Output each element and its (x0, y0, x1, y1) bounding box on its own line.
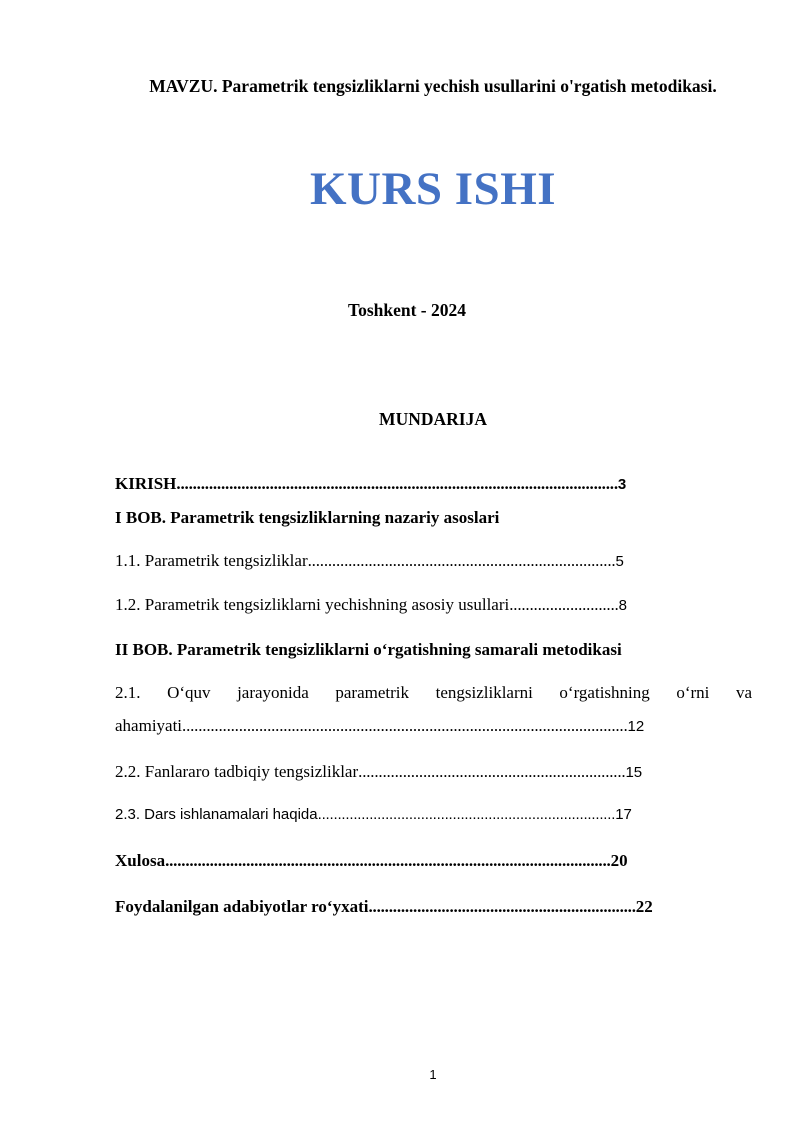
toc-page-number: 17 (615, 806, 632, 823)
toc-leader-dots: .............................................................................................................. (182, 716, 628, 735)
toc-entry-1-2 (115, 595, 627, 615)
toc-entry-2-3 (115, 806, 632, 823)
toc-entry-2-1 (115, 683, 752, 703)
toc-entry-label: 1.1. Parametrik tengsizliklar (115, 551, 308, 570)
toc-page-number: 12 (627, 718, 645, 735)
toc-leader-dots: .................................................................. (368, 897, 636, 916)
toc-leader-dots: ............................................................................................................. (176, 474, 618, 493)
toc-entry-label: 1.2. Parametrik tengsizliklarni yechishning asosiy usullari (115, 595, 510, 614)
toc-entry-kirish (115, 474, 626, 494)
page-number: 1 (429, 1067, 437, 1082)
toc-page-number: 5 (615, 553, 624, 570)
toc-chapter-2: II BOB. Parametrik tengsizliklarni o‘rgatishning samarali metodikasi (115, 640, 622, 659)
toc-word: parametrik (335, 683, 410, 702)
toc-leader-dots: ........................... (509, 595, 619, 614)
toc-word: 2.1. (115, 683, 141, 702)
toc-page-number: 22 (635, 897, 653, 916)
toc-leader-dots: .............................................................................................................. (165, 851, 611, 870)
document-title: KURS ISHI (309, 163, 557, 215)
toc-entry-1-1 (115, 551, 624, 571)
toc-word: o‘rgatishning (559, 683, 650, 702)
toc-entry-2-2 (115, 762, 642, 782)
toc-entry-2-1-continued (115, 716, 644, 736)
document-topic: MAVZU. Parametrik tengsizliklarni yechish usullarini o'rgatish metodikasi. (149, 76, 717, 96)
toc-leader-dots: ............................................................................ (307, 551, 616, 570)
toc-page-number: 3 (617, 476, 627, 493)
place-and-year: Toshkent - 2024 (348, 300, 466, 320)
toc-page-number: 20 (610, 851, 628, 870)
toc-entry-label: Xulosa (115, 851, 166, 870)
toc-entry-label: 2.2. Fanlararo tadbiqiy tengsizliklar (115, 762, 359, 781)
toc-heading: MUNDARIJA (379, 409, 487, 429)
toc-entry-label: 2.3. Dars ishlanamalari haqida (115, 806, 318, 823)
toc-entry-label: KIRISH (115, 474, 177, 493)
toc-leader-dots: ........................................................................... (317, 806, 616, 823)
toc-word: jarayonida (237, 683, 309, 702)
toc-word: o‘rni (676, 683, 710, 702)
toc-leader-dots: .................................................................. (358, 762, 626, 781)
toc-page-number: 8 (618, 597, 627, 614)
toc-entry-label: Foydalanilgan adabiyotlar ro‘yxati (115, 897, 369, 916)
toc-entry-references (115, 897, 653, 917)
toc-entry-xulosa (115, 851, 628, 871)
toc-word: va (735, 683, 752, 702)
toc-page-number: 15 (625, 764, 643, 781)
toc-word: tengsizliklarni (435, 683, 533, 702)
toc-word: O‘quv (167, 683, 211, 702)
toc-entry-label: ahamiyati (115, 716, 183, 735)
toc-chapter-1: I BOB. Parametrik tengsizliklarning nazariy asoslari (115, 508, 500, 527)
